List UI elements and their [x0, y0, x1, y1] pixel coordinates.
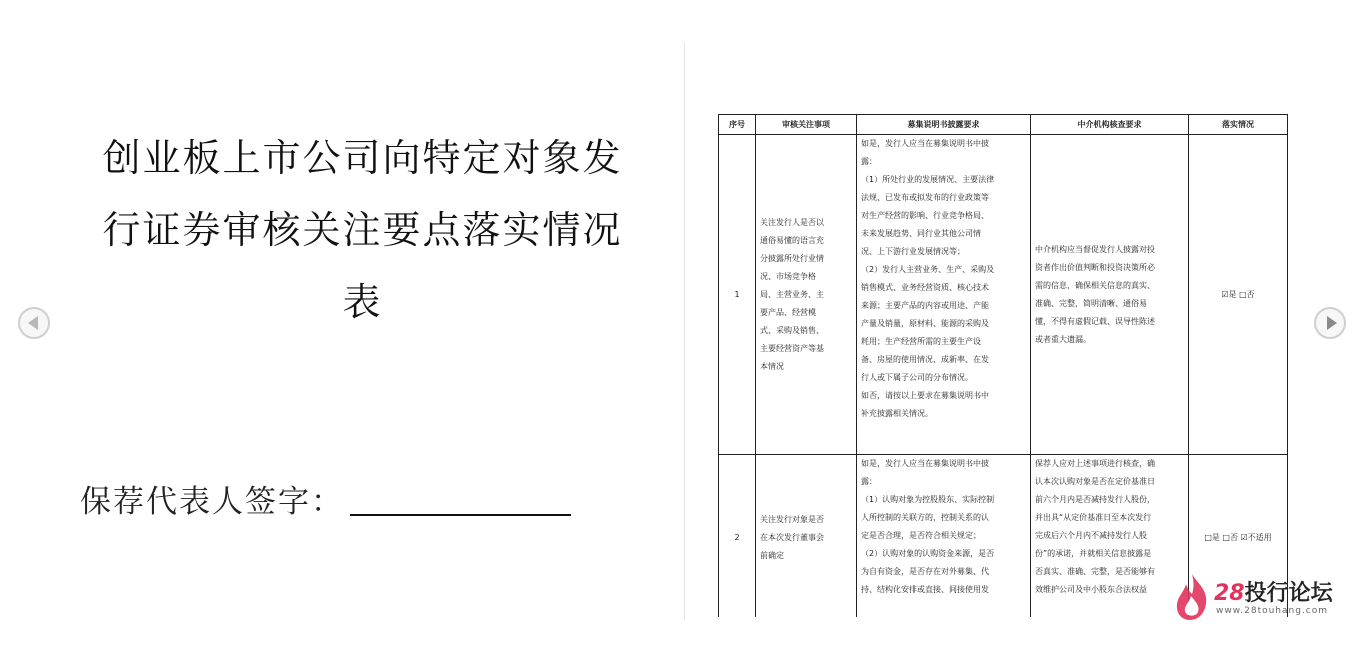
cell-text-line: 未来发展趋势、同行业其他公司情	[861, 229, 981, 238]
cell-text-line: 否真实、准确、完整，是否能够有	[1035, 567, 1155, 576]
prev-page-button[interactable]	[18, 307, 50, 339]
left-page	[60, 40, 680, 620]
cell-text-line: 式、采购及销售、	[760, 325, 824, 335]
cell-text-line: 并出具“从定价基准日至本次发行	[1035, 513, 1152, 522]
chevron-left-icon	[28, 316, 38, 330]
cell-text-line: 或者重大遗漏。	[1035, 334, 1091, 344]
cell-text-line: （1）所处行业的发展情况、主要法律	[861, 175, 995, 184]
watermark-title	[1214, 576, 1333, 607]
cell-text-line: 份”的承诺，并就相关信息披露是	[1035, 549, 1152, 558]
cell-text-line: 如是，发行人应当在募集说明书中披	[861, 459, 989, 468]
cell-agency	[1031, 455, 1189, 618]
cell-text-line: 资者作出价值判断和投资决策所必	[1035, 262, 1155, 272]
cell-text-line: 为自有资金，是否存在对外募集、代	[861, 567, 989, 576]
cell-text-line: （1）认购对象为控股股东、实际控制	[861, 495, 995, 504]
cell-text-line: 中介机构应当督促发行人披露对投	[1035, 244, 1155, 254]
cell-text-line: 关注发行人是否以	[760, 217, 824, 227]
right-page	[718, 114, 1288, 617]
cell-text-line: 人所控制的关联方的，控制关系的认	[861, 513, 989, 522]
flame-icon	[1172, 572, 1212, 622]
cell-text-line: 认本次认购对象是否在定价基准日	[1035, 477, 1155, 486]
header-agency: 中介机构核查要求	[1031, 115, 1189, 135]
cell-text-line: 前六个月内是否减持发行人股份，	[1035, 495, 1155, 504]
title-line: 表	[342, 280, 383, 324]
cell-text-line: 定是否合理，是否符合相关规定；	[861, 531, 981, 540]
cell-text-line: 对生产经营的影响、行业竞争格局、	[861, 211, 989, 220]
cell-text-line: 况、上下游行业发展情况等；	[861, 247, 965, 256]
header-item: 审核关注事项	[756, 115, 857, 135]
cell-text-line: 准确、完整，简明清晰、通俗易	[1035, 298, 1147, 308]
cell-text-line: 况、市场竞争格	[760, 271, 816, 281]
cell-text-line: 主要经营资产等基	[760, 343, 824, 353]
table-row	[719, 135, 1288, 455]
cell-status: □是 □否 ☑不适用	[1189, 455, 1288, 618]
cell-text-line: 产量及销量，原材料、能源的采购及	[861, 319, 989, 328]
cell-disclosure	[857, 135, 1031, 455]
cell-text-line: 完成后六个月内不减持发行人股	[1035, 531, 1147, 540]
cell-text-line: （2）发行人主营业务、生产、采购及	[861, 265, 995, 274]
cell-text-line: 耗用；生产经营所需的主要生产设	[861, 337, 981, 346]
cell-text-line: 需的信息，确保相关信息的真实、	[1035, 280, 1155, 290]
cell-no: 1	[719, 135, 756, 455]
signature-line	[350, 514, 571, 516]
cell-no: 2	[719, 455, 756, 618]
cell-text-line: 分披露所处行业情	[760, 253, 824, 263]
cell-text-line: 保荐人应对上述事项进行核查，确	[1035, 459, 1155, 468]
cell-text-line: 法规、已发布或拟发布的行业政策等	[861, 193, 989, 202]
cell-text-line: 来源；主要产品的内容或用途、产能	[861, 301, 989, 310]
title-line: 创业板上市公司向特定对象发	[102, 136, 623, 180]
cell-text-line: 本情况	[760, 361, 784, 371]
watermark-url: www.28touhang.com	[1216, 606, 1329, 616]
cell-text-line: 关注发行对象是否	[760, 514, 824, 524]
cell-text-line: 懂，不得有虚假记载、误导性陈述	[1035, 316, 1155, 326]
header-status: 落实情况	[1189, 115, 1288, 135]
signature-label: 保荐代表人签字：	[80, 484, 344, 520]
cell-agency	[1031, 135, 1189, 455]
cell-text-line: 效维护公司及中小股东合法权益	[1035, 585, 1147, 594]
cell-text-line: 备、房屋的使用情况、成新率、在发	[861, 355, 989, 364]
page-divider	[684, 42, 685, 620]
cell-text-line: 持、结构化安排或直接、间接使用发	[861, 585, 989, 594]
cell-text-line: 补充披露相关情况。	[861, 409, 933, 418]
watermark-number: 28	[1214, 581, 1245, 606]
cell-text-line: 露：	[861, 477, 877, 486]
document-title	[90, 122, 635, 338]
cell-text-line: 如否，请按以上要求在募集说明书中	[861, 391, 989, 400]
cell-text-line: 前确定	[760, 550, 784, 560]
cell-text-line: 在本次发行董事会	[760, 532, 824, 542]
cell-text-line: 行人或下属子公司的分布情况。	[861, 373, 973, 382]
chevron-right-icon	[1327, 316, 1337, 330]
cell-text-line: 局、主营业务、主	[760, 289, 824, 299]
cell-text-line: （2）认购对象的认购资金来源，是否	[861, 549, 995, 558]
next-page-button[interactable]	[1314, 307, 1346, 339]
cell-text-line: 如是，发行人应当在募集说明书中披	[861, 139, 989, 148]
title-line: 行证券审核关注要点落实情况	[102, 208, 623, 252]
cell-text-line: 露：	[861, 157, 877, 166]
table-header-row	[719, 115, 1288, 135]
review-table	[718, 114, 1288, 617]
header-no: 序号	[719, 115, 756, 135]
site-watermark	[1172, 572, 1352, 628]
watermark-name: 投行论坛	[1244, 581, 1333, 606]
cell-text-line: 通俗易懂的语言充	[760, 235, 824, 245]
header-disclosure: 募集说明书披露要求	[857, 115, 1031, 135]
cell-text-line: 销售模式、业务经营资质、核心技术	[861, 283, 989, 292]
cell-item	[756, 135, 857, 455]
cell-item	[756, 455, 857, 618]
cell-status: ☑是 □否	[1189, 135, 1288, 455]
cell-text-line: 要产品、经营模	[760, 307, 816, 317]
cell-disclosure	[857, 455, 1031, 618]
